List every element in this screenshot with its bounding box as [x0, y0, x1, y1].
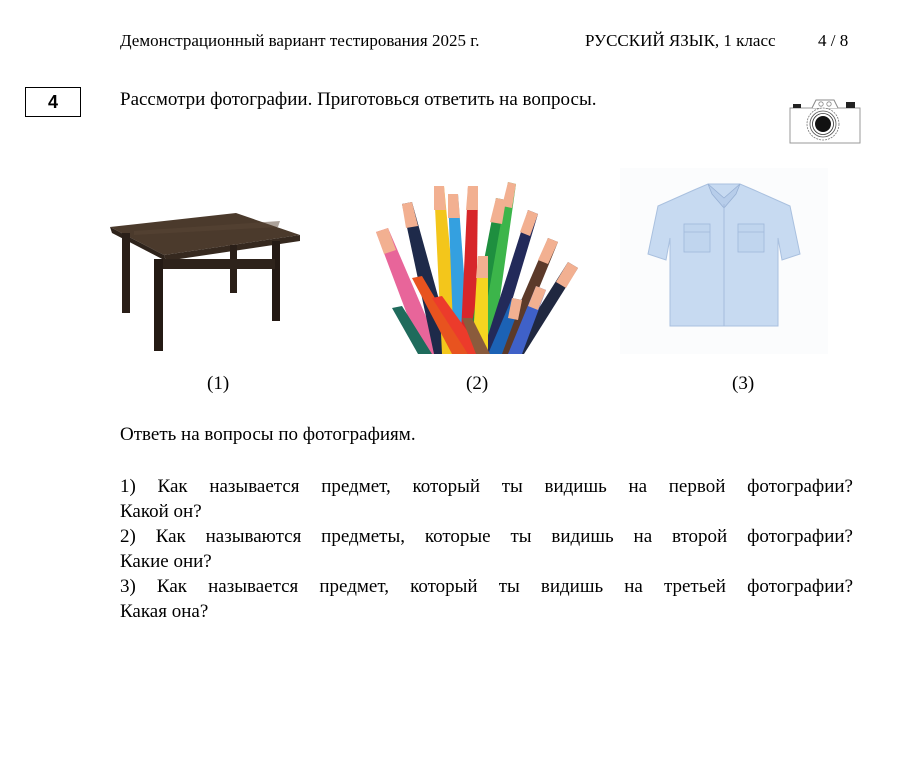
- questions-list: [120, 474, 853, 624]
- page-number: 4 / 8: [818, 31, 849, 50]
- question-2: [120, 524, 853, 574]
- task-number-box: 4: [25, 87, 81, 117]
- question-2-text: 2) Как называются предметы, которые ты видишь на второй фотографии?: [120, 526, 853, 547]
- question-3-text: 3) Как называется предмет, который ты видишь на третьей фотографии?: [120, 576, 853, 597]
- photo-caption-1: (1): [207, 373, 230, 394]
- photo-caption-3: (3): [732, 373, 755, 394]
- question-2-followup: Какие они?: [120, 551, 212, 572]
- questions-intro: Ответь на вопросы по фотографиям.: [120, 424, 416, 445]
- document-header-title: Демонстрационный вариант тестирования 2025 г.: [120, 31, 480, 50]
- shirt-photo: [620, 168, 828, 354]
- table-photo: [108, 205, 303, 355]
- camera-icon: [788, 98, 863, 144]
- photo-caption-2: (2): [466, 373, 489, 394]
- question-3: [120, 574, 853, 624]
- document-header-subject: РУССКИЙ ЯЗЫК, 1 класс: [585, 31, 776, 50]
- question-1-text: 1) Как называется предмет, который ты видишь на первой фотографии?: [120, 476, 853, 497]
- question-1: [120, 474, 853, 524]
- task-instruction: Рассмотри фотографии. Приготовься ответить на вопросы.: [120, 89, 597, 110]
- question-3-followup: Какая она?: [120, 601, 209, 622]
- colored-pencils-photo: [372, 178, 584, 354]
- question-1-followup: Какой он?: [120, 501, 202, 522]
